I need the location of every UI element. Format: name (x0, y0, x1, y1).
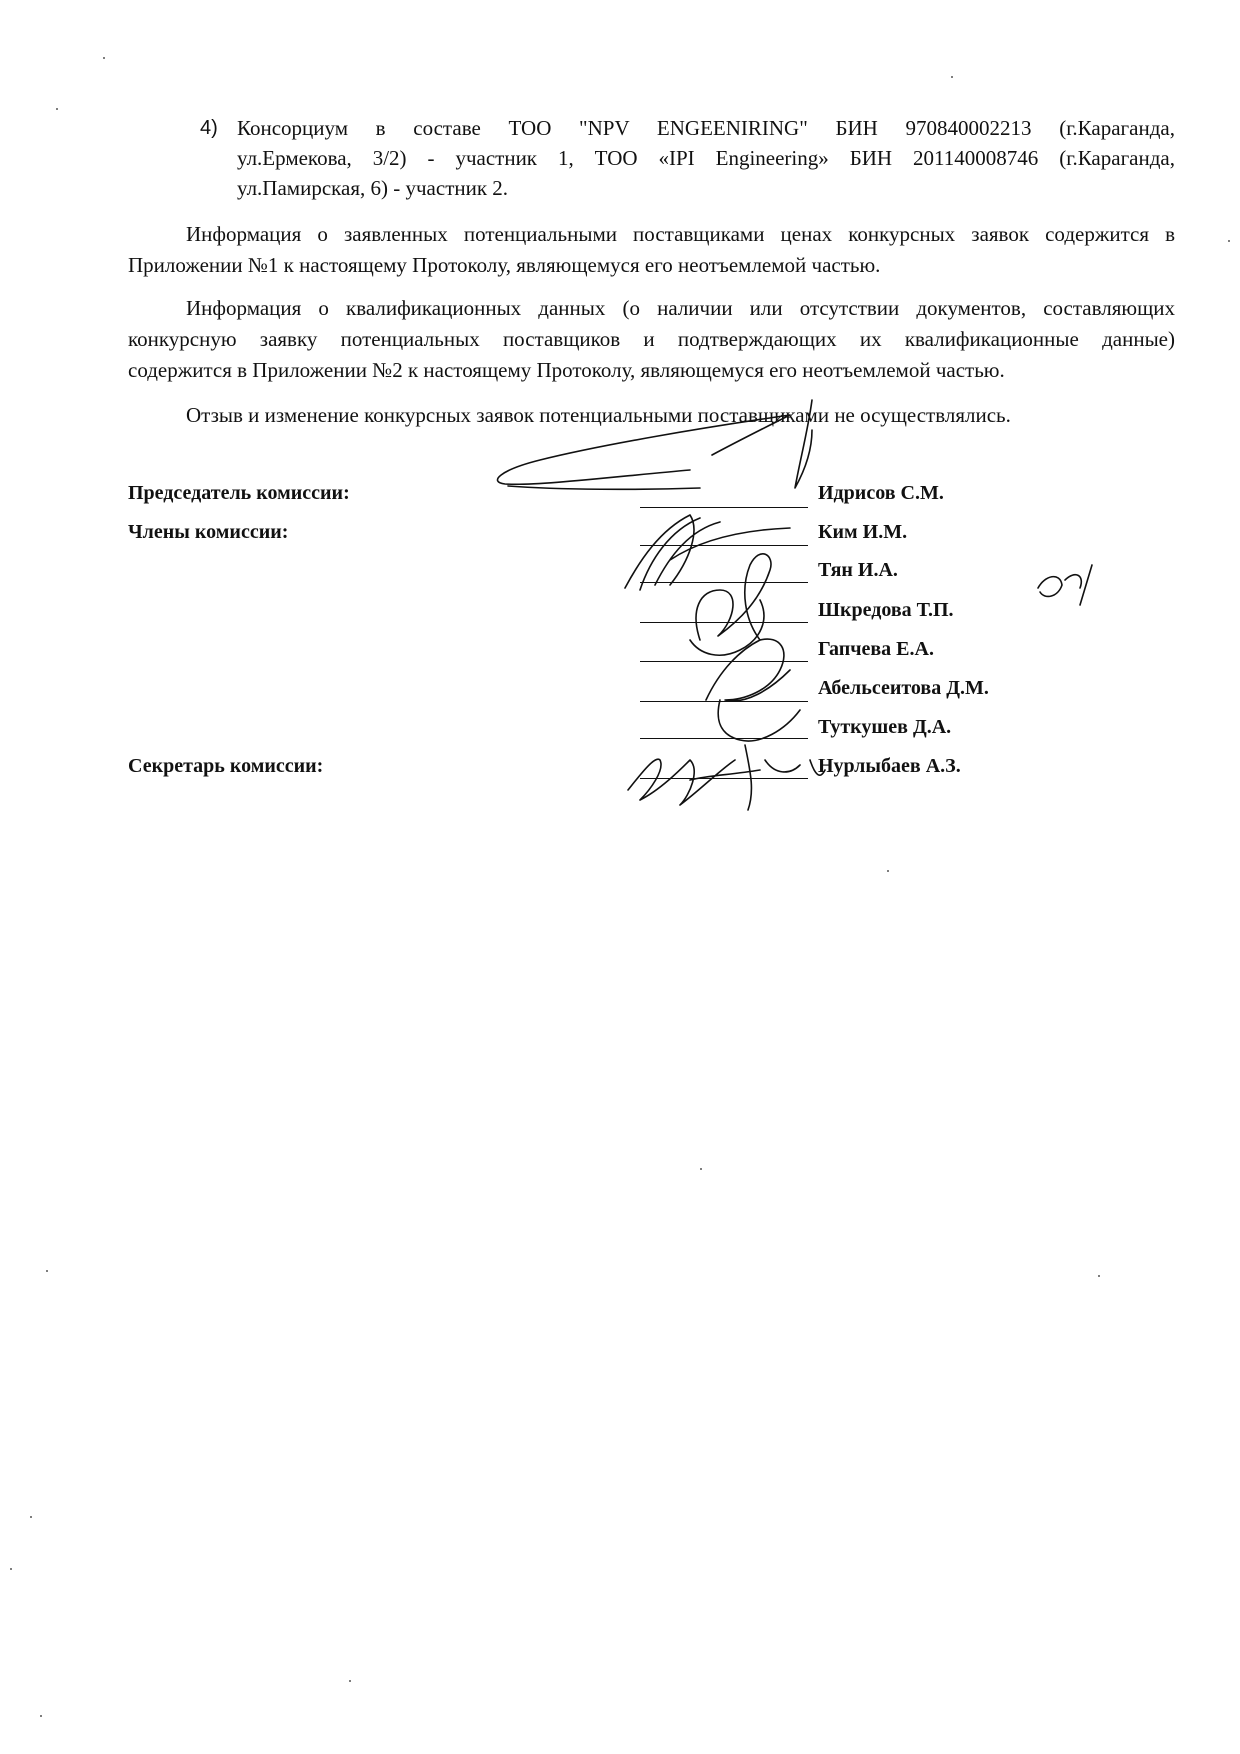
member-name: Туткушев Д.А. (818, 716, 952, 738)
scan-speck (103, 57, 105, 59)
member-signature (1038, 565, 1092, 605)
paragraph-line: Приложении №1 к настоящему Протоколу, являющемуся его неотъемлемой частью. (128, 253, 881, 277)
list-item-4 (200, 113, 1175, 203)
scan-speck (1098, 1275, 1100, 1277)
member-signature (718, 700, 800, 741)
scan-speck (30, 1516, 32, 1518)
list-item-line: Консорциум в составе ТОО "NPV ENGEENIRING" БИН 970840002213 (г.Караганда, (237, 116, 1175, 140)
list-item-number: 4) (200, 117, 218, 139)
scan-speck (951, 76, 953, 78)
paragraph-line: конкурсную заявку потенциальных поставщиков и подтверждающих их квалификационные данные) (128, 327, 1175, 351)
member-signature (625, 515, 790, 590)
scan-speck (887, 870, 889, 872)
signature-line-chair (640, 507, 808, 508)
paragraph-line: Отзыв и изменение конкурсных заявок потенциальными поставщиками не осуществлялись. (186, 403, 1011, 427)
paragraph-withdrawal (128, 400, 1175, 431)
member-signature (706, 639, 790, 701)
list-item-line: ул.Ермекова, 3/2) - участник 1, ТОО «IPI Engineering» БИН 201140008746 (г.Караганда, (237, 146, 1175, 170)
paragraph-line: Информация о квалификационных данных (о наличии или отсутствии документов, составляющих (186, 296, 1175, 320)
signature-line-member (640, 661, 808, 662)
paragraph-qualification (128, 293, 1175, 386)
members-label: Члены комиссии: (128, 521, 289, 543)
member-name: Шкредова Т.П. (818, 599, 954, 621)
scan-speck (349, 1680, 351, 1682)
paragraph-line: содержится в Приложении №2 к настоящему Протоколу, являющемуся его неотъемлемой частью. (128, 358, 1005, 382)
secretary-signature (628, 759, 760, 805)
signature-line-member (640, 701, 808, 702)
member-name: Тян И.А. (818, 559, 898, 581)
chair-signature (508, 486, 700, 489)
scan-speck (1228, 240, 1230, 242)
scan-speck (40, 1715, 42, 1717)
secretary-label: Секретарь комиссии: (128, 755, 324, 777)
signature-line-secretary (640, 778, 808, 779)
scan-speck (56, 108, 58, 110)
signature-line-member (640, 738, 808, 739)
list-item-line: ул.Памирская, 6) - участник 2. (237, 176, 509, 200)
signature-line-member (640, 582, 808, 583)
signature-line-member (640, 622, 808, 623)
member-signature (690, 600, 764, 655)
member-name: Ким И.М. (818, 521, 908, 543)
paragraph-line: Информация о заявленных потенциальными поставщиками ценах конкурсных заявок содержится в (186, 222, 1175, 246)
chair-name: Идрисов С.М. (818, 482, 944, 504)
signature-line-member (640, 545, 808, 546)
member-signature (696, 554, 771, 640)
chair-label: Председатель комиссии: (128, 482, 350, 504)
scan-speck (46, 1270, 48, 1272)
paragraph-prices (128, 219, 1175, 281)
list-item-body (237, 113, 1175, 203)
scan-speck (10, 1568, 12, 1570)
secretary-name: Нурлыбаев А.З. (818, 755, 961, 777)
member-name: Гапчева Е.А. (818, 638, 934, 660)
scan-speck (700, 1168, 702, 1170)
member-name: Абельсеитова Д.М. (818, 677, 989, 699)
